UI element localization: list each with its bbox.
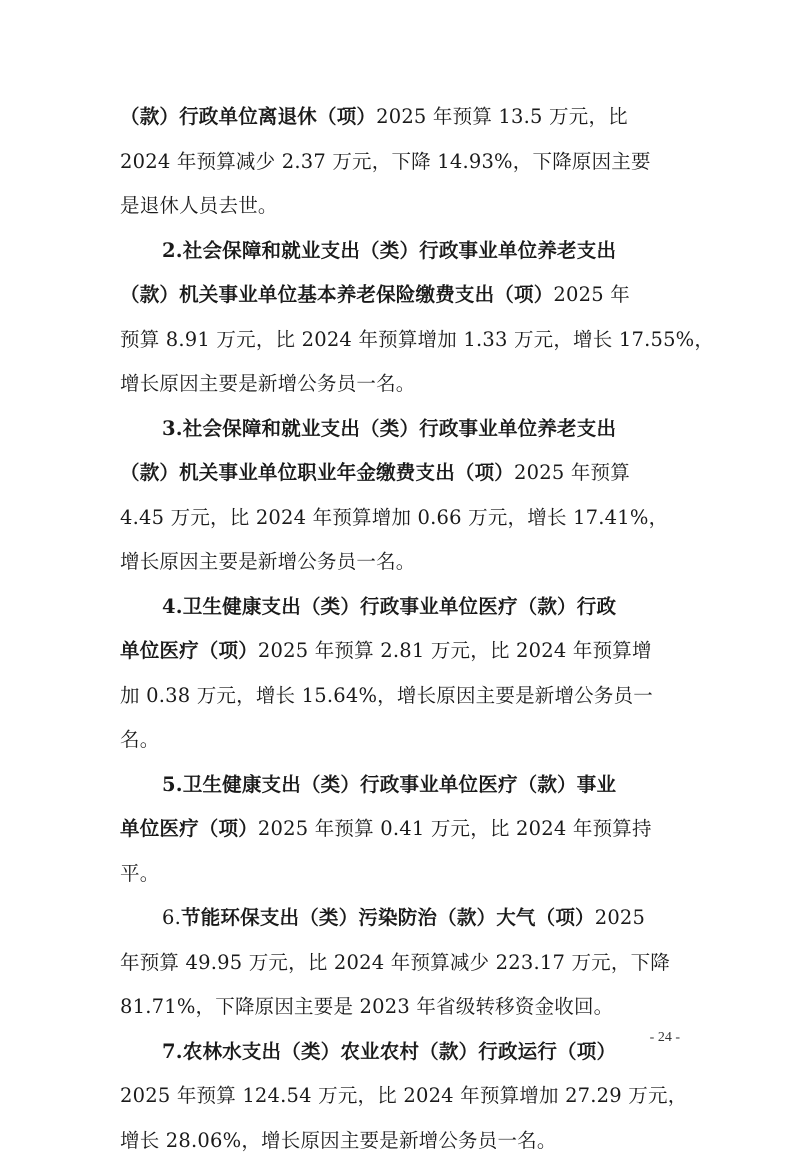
text-segment: 6. <box>162 906 181 929</box>
text-line <box>120 229 676 274</box>
text-segment: 2024 年预算减少 2.37 万元，下降 14.93%，下降原因主要 <box>120 150 651 173</box>
bold-text-segment: （款）机关事业单位基本养老保险缴费支出（项） <box>120 283 553 306</box>
text-line <box>120 985 676 1030</box>
bold-text-segment: 2.社会保障和就业支出（类）行政事业单位养老支出 <box>162 239 616 262</box>
text-line <box>120 674 676 719</box>
page-number <box>0 1030 793 1046</box>
text-segment: 2025 年预算 13.5 万元，比 <box>376 105 628 128</box>
text-line <box>120 496 676 541</box>
text-segment: 增长 28.06%，增长原因主要是新增公务员一名。 <box>120 1129 557 1152</box>
text-line <box>120 585 676 630</box>
paragraph-1 <box>120 95 676 229</box>
text-segment: 是退休人员去世。 <box>120 194 278 217</box>
text-line <box>120 318 676 363</box>
text-line <box>120 1074 676 1119</box>
text-segment: 增长原因主要是新增公务员一名。 <box>120 550 416 573</box>
text-line <box>120 184 676 229</box>
text-line <box>120 807 676 852</box>
bold-text-segment: 单位医疗（项） <box>120 639 258 662</box>
bold-text-segment: 7.农林水支出（类）农业农村（款）行政运行（项） <box>162 1040 616 1063</box>
paragraph-3 <box>120 407 676 585</box>
paragraph-2 <box>120 229 676 407</box>
text-segment: 2025 年预算 124.54 万元，比 2024 年预算增加 27.29 万元， <box>120 1084 687 1107</box>
text-line <box>120 540 676 585</box>
text-segment: 增长原因主要是新增公务员一名。 <box>120 372 416 395</box>
text-line <box>120 629 676 674</box>
text-line <box>120 407 676 452</box>
bold-text-segment: （款）机关事业单位职业年金缴费支出（项） <box>120 461 514 484</box>
text-line <box>120 362 676 407</box>
text-line <box>120 941 676 986</box>
text-segment: 2025 年预算 <box>514 461 630 484</box>
text-segment: 4.45 万元，比 2024 年预算增加 0.66 万元，增长 17.41%， <box>120 506 668 529</box>
text-line <box>120 763 676 808</box>
text-segment: 加 0.38 万元，增长 15.64%，增长原因主要是新增公务员一 <box>120 684 653 707</box>
bold-text-segment: 节能环保支出（类）污染防治（款）大气（项） <box>181 906 595 929</box>
text-segment: 预算 8.91 万元，比 2024 年预算增加 1.33 万元，增长 17.55%， <box>120 328 714 351</box>
text-line <box>120 718 676 763</box>
paragraph-7 <box>120 1030 676 1163</box>
page-number-text: - 24 - <box>650 1030 680 1046</box>
text-segment: 81.71%，下降原因主要是 2023 年省级转移资金收回。 <box>120 995 613 1018</box>
bold-text-segment: 3.社会保障和就业支出（类）行政事业单位养老支出 <box>162 417 616 440</box>
paragraph-6 <box>120 896 676 1030</box>
text-line <box>120 896 676 941</box>
bold-text-segment: （款）行政单位离退休（项） <box>120 105 376 128</box>
text-segment: 年预算 49.95 万元，比 2024 年预算减少 223.17 万元，下降 <box>120 951 670 974</box>
text-line <box>120 140 676 185</box>
paragraph-4 <box>120 585 676 763</box>
text-line <box>120 1119 676 1163</box>
text-segment: 平。 <box>120 862 159 885</box>
paragraph-5 <box>120 763 676 897</box>
text-segment: 2025 <box>595 906 645 929</box>
document-body <box>120 95 676 1163</box>
text-segment: 2025 年预算 0.41 万元，比 2024 年预算持 <box>258 817 652 840</box>
text-line <box>120 95 676 140</box>
text-segment: 2025 年预算 2.81 万元，比 2024 年预算增 <box>258 639 652 662</box>
bold-text-segment: 单位医疗（项） <box>120 817 258 840</box>
text-segment: 2025 年 <box>553 283 630 306</box>
bold-text-segment: 4.卫生健康支出（类）行政事业单位医疗（款）行政 <box>162 595 616 618</box>
bold-text-segment: 5.卫生健康支出（类）行政事业单位医疗（款）事业 <box>162 773 616 796</box>
text-line <box>120 273 676 318</box>
text-line <box>120 451 676 496</box>
text-line <box>120 852 676 897</box>
text-segment: 名。 <box>120 728 159 751</box>
